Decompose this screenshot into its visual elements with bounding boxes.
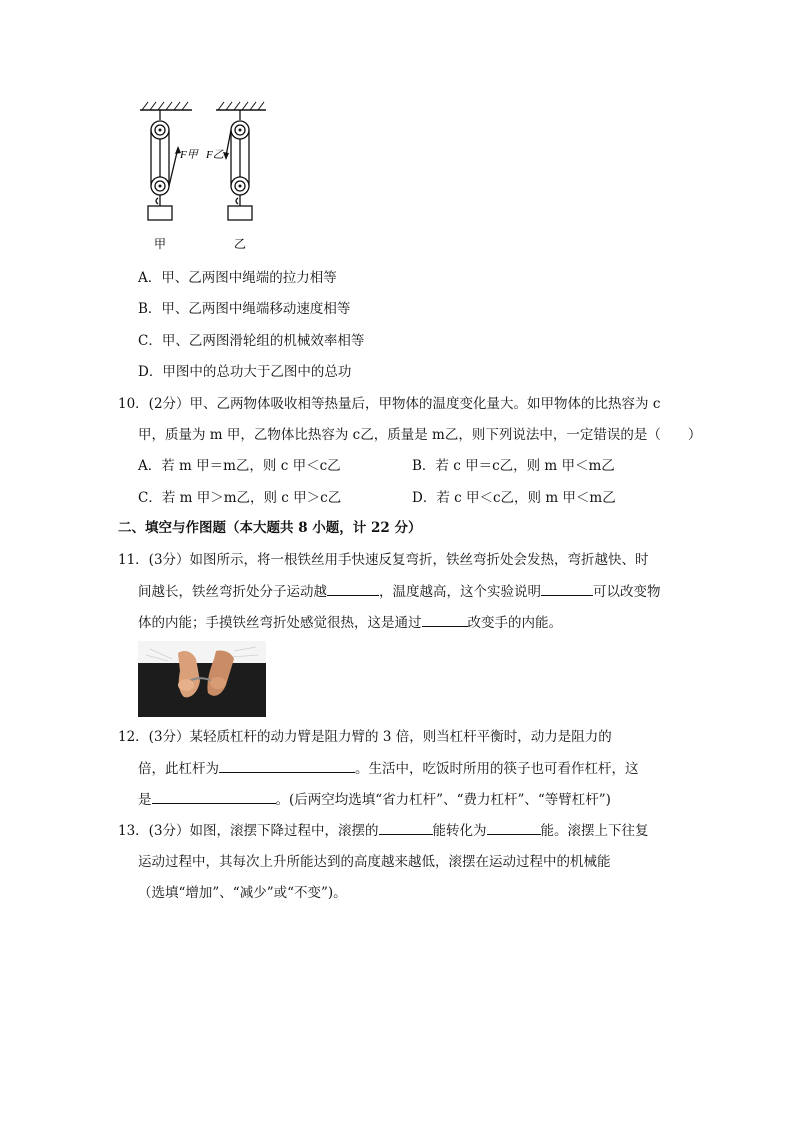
answer-blank[interactable]: [379, 820, 433, 835]
answer-blank[interactable]: [219, 758, 355, 773]
q13-line1: [118, 820, 649, 841]
pulley-system-figure: [130, 98, 280, 256]
q11-line2: [138, 581, 661, 602]
q13-text-1a: 13．(3分）如图，滚摆下降过程中，滚摆的: [118, 823, 379, 839]
answer-blank[interactable]: [422, 612, 468, 627]
q10-option-c: C．若 m 甲＞m乙，则 c 甲＞c乙: [138, 490, 342, 506]
q12-line2: [138, 758, 639, 779]
q11-text-3a: 体的内能；手摸铁丝弯折处感觉很热，这是通过: [138, 615, 422, 631]
q10-option-d: D．若 c 甲＜c乙，则 m 甲＜m乙: [412, 490, 616, 506]
q12-text-2b: 。生活中，吃饭时所用的筷子也可看作杠杆，这: [355, 761, 639, 777]
q13-text-1c: 能。滚摆上下往复: [540, 823, 649, 839]
q13-text-1b: 能转化为: [432, 823, 487, 839]
q11-line1: 11．(3分）如图所示，将一根铁丝用手快速反复弯折，铁丝弯折处会发热，弯折越快、时: [118, 552, 649, 568]
hands-bending-wire-photo: [138, 641, 266, 717]
label-jia: 甲: [154, 237, 167, 251]
q9-option-d: D．甲图中的总功大于乙图中的总功: [138, 364, 352, 380]
q12-line3: [138, 789, 611, 810]
q12-text-3a: 是: [138, 792, 152, 808]
q11-text-2a: 间越长，铁丝弯折处分子运动越: [138, 584, 327, 600]
q12-text-3b: 。(后两空均选填“省力杠杆”、“费力杠杆”、“等臂杠杆”): [275, 792, 611, 808]
q10-stem-line1: 10．(2分）甲、乙两物体吸收相等热量后，甲物体的温度变化量大。如甲物体的比热容为 c: [118, 396, 661, 412]
q10-stem-line2: 甲，质量为 m 甲，乙物体比热容为 c乙，质量是 m乙，则下列说法中，一定错误的是（ ）: [138, 427, 702, 443]
force-jia-label: F甲: [180, 149, 198, 161]
section-title: 二、填空与作图题（本大题共 8 小题，计 22 分）: [118, 520, 422, 536]
q9-option-b: B．甲、乙两图中绳端移动速度相等: [138, 301, 351, 317]
q9-option-c: C．甲、乙两图滑轮组的机械效率相等: [138, 333, 365, 349]
q11-line3: [138, 612, 562, 633]
q11-text-2c: 可以改变物: [593, 584, 661, 600]
answer-blank[interactable]: [487, 820, 541, 835]
force-yi-label: F乙: [206, 149, 224, 161]
answer-blank[interactable]: [541, 581, 593, 596]
q12-text-2a: 倍，此杠杆为: [138, 761, 219, 777]
q12-line1: 12．(3分）某轻质杠杆的动力臂是阻力臂的 3 倍，则当杠杆平衡时，动力是阻力的: [118, 729, 612, 745]
q11-text-2b: ，温度越高，这个实验说明: [379, 584, 541, 600]
q13-line3: （选填“增加”、“减少”或“不变”)。: [138, 885, 347, 901]
q10-option-a: A．若 m 甲＝m乙，则 c 甲＜c乙: [138, 458, 341, 474]
answer-blank[interactable]: [152, 789, 276, 804]
answer-blank[interactable]: [327, 581, 379, 596]
q13-line2: 运动过程中，其每次上升所能达到的高度越来越低，滚摆在运动过程中的机械能: [138, 854, 611, 870]
q9-option-a: A．甲、乙两图中绳端的拉力相等: [138, 270, 337, 286]
label-yi: 乙: [234, 237, 247, 251]
q11-text-3b: 改变手的内能。: [467, 615, 562, 631]
q10-option-b: B．若 c 甲＝c乙，则 m 甲＜m乙: [412, 458, 615, 474]
